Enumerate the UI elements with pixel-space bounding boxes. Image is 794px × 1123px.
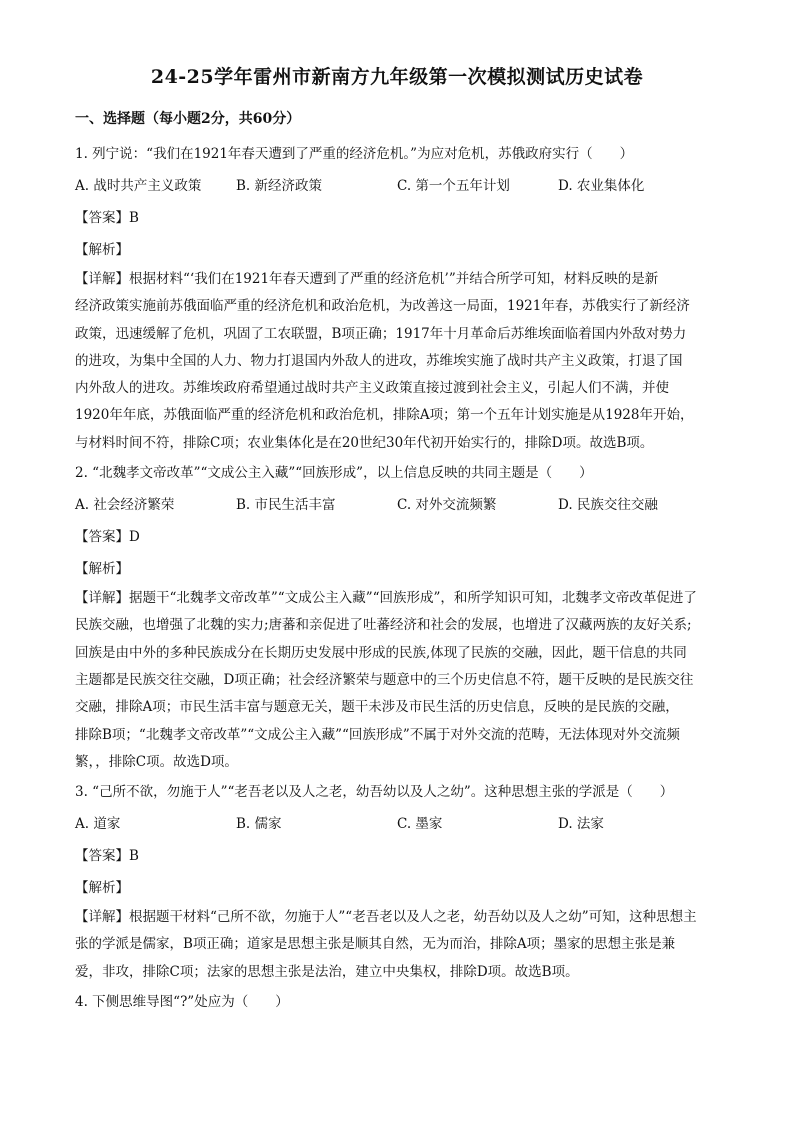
detail-line: 【详解】根据材料“‘我们在1921年春天遭到了严重的经济危机’”并结合所学可知，材料反映的是新	[75, 271, 659, 287]
option-b: B. 新经济政策	[236, 178, 323, 194]
analysis-label: 【解析】	[75, 880, 129, 897]
detail-line: 排除B项；“北魏孝文帝改革”“文成公主入藏”“回族形成”不属于对外交流的范畴，无法体现对外交流频	[75, 726, 680, 743]
detail-line: 政策，迅速缓解了危机，巩固了工农联盟，B项正确；1917年十月革命后苏维埃面临着国内外敌对势力	[75, 325, 687, 342]
detail-line: 与材料时间不符，排除C项；农业集体化是在20世纪30年代初开始实行的，排除D项。故选B项。	[75, 434, 654, 451]
detail-line: 的进攻，为集中全国的人力、物力打退国内外敌人的进攻，苏维埃实施了战时共产主义政策，打退了国	[75, 352, 683, 369]
answer-label: 【答案】B	[75, 210, 139, 226]
analysis-label: 【解析】	[75, 561, 129, 578]
options-row	[75, 808, 719, 840]
option-a: A. 社会经济繁荣	[75, 497, 175, 514]
option-a: A. 战时共产主义政策	[75, 178, 202, 194]
detail-line: 交融，排除A项；市民生活丰富与题意无关，题干未涉及市民生活的历史信息，反映的是民族的交融，	[75, 699, 679, 716]
question-stem: 3. “己所不欲，勿施于人”“老吾老以及人之老，幼吾幼以及人之幼”。这种思想主张的学派是（ ）	[75, 784, 674, 801]
question-2	[75, 457, 719, 776]
question-stem: 1. 列宁说：“我们在1921年春天遭到了严重的经济危机。”为应对危机，苏俄政府实行（ ）	[75, 146, 634, 162]
page-title: 24-25学年雷州市新南方九年级第一次模拟测试历史试卷	[150, 66, 644, 88]
option-c: C. 墨家	[397, 816, 443, 833]
option-d: D. 法家	[558, 816, 604, 833]
question-3	[75, 776, 719, 986]
option-d: D. 民族交往交融	[558, 497, 658, 514]
options-row	[75, 489, 719, 521]
option-d: D. 农业集体化	[558, 178, 645, 194]
option-b: B. 儒家	[236, 816, 282, 833]
detail-line: 张的学派是儒家，B项正确；道家是思想主张是顺其自然，无为而治，排除A项；墨家的思想主张是兼	[75, 936, 676, 953]
options-row	[75, 170, 719, 202]
detail-line: 1920年年底，苏俄面临严重的经济危机和政治危机，排除A项；第一个五年计划实施是从1928年开始，	[75, 407, 694, 424]
detail-line: 主题都是民族交往交融，D项正确；社会经济繁荣与题意中的三个历史信息不符，题干反映的是民族交往	[75, 671, 694, 688]
detail-paragraph	[75, 585, 719, 776]
answer-label: 【答案】D	[75, 529, 140, 546]
detail-line: 【详解】根据题干材料“己所不欲，勿施于人”“老吾老以及人之老，幼吾幼以及人之幼”可知，这种思想主	[75, 909, 697, 926]
detail-line: 内外敌人的进攻。苏维埃政府希望通过战时共产主义政策直接过渡到社会主义，引起人们不满，并使	[75, 380, 669, 397]
answer-label: 【答案】B	[75, 848, 139, 865]
option-c: C. 第一个五年计划	[397, 178, 510, 194]
detail-line: 【详解】据题干“北魏孝文帝改革”“文成公主入藏”“回族形成”，和所学知识可知，北魏孝文帝改革促进了	[75, 590, 697, 607]
detail-paragraph	[75, 904, 719, 986]
question-stem: 2. “北魏孝文帝改革”“文成公主入藏”“回族形成”，以上信息反映的共同主题是（ ）	[75, 465, 593, 482]
option-a: A. 道家	[75, 816, 121, 833]
detail-line: 爱，非攻，排除C项；法家的思想主张是法治，建立中央集权，排除D项。故选B项。	[75, 963, 579, 980]
detail-line: 繁，，排除C项。故选D项。	[75, 753, 238, 770]
detail-paragraph	[75, 266, 719, 457]
question-1	[75, 138, 719, 457]
option-b: B. 市民生活丰富	[236, 497, 336, 514]
detail-line: 经济政策实施前苏俄面临严重的经济危机和政治危机，为改善这一局面，1921年春，苏俄实行了新经济	[75, 298, 690, 315]
section-heading: 一、选择题（每小题2分，共60分）	[75, 111, 301, 127]
detail-line: 民族交融，也增强了北魏的实力;唐蕃和亲促进了吐蕃经济和社会的发展，也增进了汉藏两族的友好关系;	[75, 617, 692, 634]
document-page	[75, 62, 719, 1018]
analysis-label: 【解析】	[75, 242, 129, 258]
detail-line: 回族是由中外的多种民族成分在长期历史发展中形成的民族,体现了民族的交融，因此，题干信息的共同	[75, 644, 687, 661]
option-c: C. 对外交流频繁	[397, 497, 497, 514]
question-4-stem: 4. 下侧思维导图“?”处应为（ ）	[75, 994, 289, 1011]
